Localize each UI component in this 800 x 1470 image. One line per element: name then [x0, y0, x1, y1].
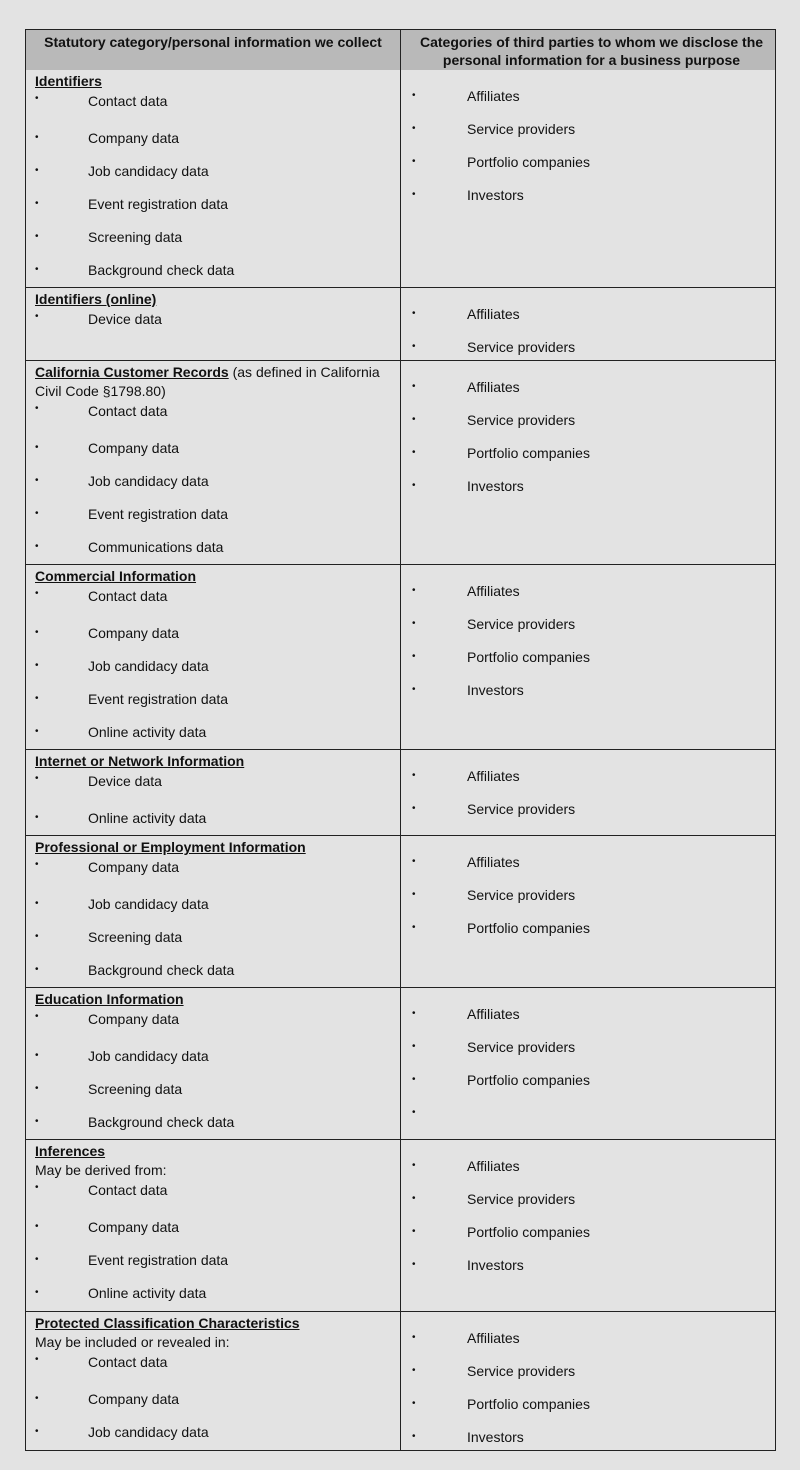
bullet-icon: •	[35, 812, 39, 823]
category-cell	[26, 836, 401, 987]
bullet-icon: •	[35, 1011, 39, 1022]
list-item-text: Company data	[88, 1011, 180, 1027]
list-item-text: Affiliates	[467, 1329, 520, 1346]
list-item-text: Device data	[88, 311, 162, 327]
list-item	[35, 401, 396, 431]
list-item	[35, 715, 396, 748]
list-item-text: Affiliates	[467, 87, 520, 104]
bullet-icon: •	[412, 381, 416, 392]
list-item-text: Service providers	[467, 800, 576, 817]
bullet-icon: •	[35, 442, 39, 453]
list-item-text: Contact data	[88, 1182, 168, 1198]
bullet-icon: •	[35, 726, 39, 737]
list-item-text: Event registration data	[88, 195, 229, 212]
bullet-icon: •	[35, 1287, 39, 1298]
bullet-icon: •	[35, 1221, 39, 1232]
category-subtitle: May be derived from:	[35, 1162, 167, 1178]
list-item-text: Portfolio companies	[467, 444, 590, 461]
collected-data-list	[35, 1009, 396, 1138]
bullet-icon: •	[412, 1431, 416, 1442]
bullet-icon: •	[412, 889, 416, 900]
list-item	[412, 1063, 771, 1096]
list-item-text: Portfolio companies	[467, 153, 590, 170]
bullet-icon: •	[35, 198, 39, 209]
list-item	[35, 1009, 396, 1039]
list-item-text: Screening data	[88, 228, 183, 245]
bullet-icon: •	[412, 1365, 416, 1376]
list-item	[412, 759, 771, 792]
list-item	[35, 801, 396, 834]
bullet-icon: •	[35, 931, 39, 942]
list-item-text: Online activity data	[88, 1284, 207, 1301]
table-row	[26, 749, 775, 835]
third-parties-cell	[401, 1312, 775, 1450]
list-item-text: Affiliates	[467, 1005, 520, 1022]
bullet-icon: •	[412, 308, 416, 319]
bullet-icon: •	[412, 651, 416, 662]
bullet-icon: •	[35, 859, 39, 870]
list-item	[35, 1276, 396, 1309]
list-item-text: Background check data	[88, 1113, 235, 1130]
list-item-text: Affiliates	[467, 767, 520, 784]
list-item	[35, 253, 396, 286]
bullet-icon: •	[35, 1050, 39, 1061]
category-title: Commercial Information	[35, 568, 197, 584]
list-item-text: Background check data	[88, 961, 235, 978]
list-item-text: Portfolio companies	[467, 1071, 590, 1088]
list-item-text: Service providers	[467, 411, 576, 428]
list-item	[412, 297, 771, 330]
bullet-icon: •	[35, 1393, 39, 1404]
list-item-text: Affiliates	[467, 378, 520, 395]
list-item	[412, 1354, 771, 1387]
list-item-text: Event registration data	[88, 1251, 229, 1268]
category-title: Protected Classification Characteristics	[35, 1315, 300, 1331]
list-item	[412, 436, 771, 469]
bullet-icon: •	[412, 1226, 416, 1237]
third-parties-cell	[401, 1140, 775, 1311]
bullet-icon: •	[412, 90, 416, 101]
table-header-row	[26, 30, 775, 70]
list-item	[35, 91, 396, 121]
collected-data-list	[35, 401, 396, 563]
table-row	[26, 287, 775, 360]
list-item	[412, 178, 771, 211]
category-heading	[35, 838, 396, 857]
list-item-text: Portfolio companies	[467, 648, 590, 665]
list-item	[412, 330, 771, 363]
bullet-icon: •	[412, 123, 416, 134]
list-item-text: Job candidacy data	[88, 1423, 209, 1440]
bullet-icon: •	[412, 684, 416, 695]
bullet-icon: •	[412, 480, 416, 491]
bullet-icon: •	[35, 1182, 39, 1193]
list-item	[412, 1096, 771, 1129]
list-item	[35, 771, 396, 801]
category-heading	[35, 363, 396, 401]
list-item-text: Online activity data	[88, 809, 207, 826]
list-item-text: Service providers	[467, 338, 576, 355]
list-item	[412, 878, 771, 911]
list-item-text: Company data	[88, 1218, 180, 1235]
list-item	[35, 887, 396, 920]
list-item	[35, 857, 396, 887]
list-item	[35, 220, 396, 253]
list-item-text: Company data	[88, 624, 180, 641]
bullet-icon: •	[412, 618, 416, 629]
third-parties-cell	[401, 361, 775, 564]
collected-data-list	[35, 1180, 396, 1309]
list-item	[412, 1215, 771, 1248]
list-item-text: Company data	[88, 1390, 180, 1407]
list-item-text: Company data	[88, 859, 180, 875]
category-title: California Customer Records	[35, 364, 229, 380]
category-cell	[26, 988, 401, 1139]
bullet-icon: •	[35, 1354, 39, 1365]
list-item-text: Job candidacy data	[88, 895, 209, 912]
list-item-text: Affiliates	[467, 1157, 520, 1174]
category-heading	[35, 752, 396, 771]
list-item	[35, 1039, 396, 1072]
list-item-text: Communications data	[88, 538, 224, 555]
list-item-text: Contact data	[88, 588, 168, 604]
third-parties-cell	[401, 70, 775, 287]
list-item	[412, 469, 771, 502]
category-cell	[26, 361, 401, 564]
bullet-icon: •	[35, 264, 39, 275]
category-heading	[35, 990, 396, 1009]
list-item	[35, 464, 396, 497]
list-item	[412, 1149, 771, 1182]
bullet-icon: •	[35, 660, 39, 671]
list-item	[412, 79, 771, 112]
collected-data-list	[35, 586, 396, 748]
list-item	[412, 911, 771, 944]
bullet-icon: •	[412, 341, 416, 352]
header-right: Categories of third parties to whom we disclose the personal information for a business purpose	[419, 34, 764, 68]
category-cell	[26, 1312, 401, 1450]
bullet-icon: •	[412, 585, 416, 596]
list-item-text: Portfolio companies	[467, 1223, 590, 1240]
header-left: Statutory category/personal information we collect	[26, 30, 401, 70]
category-cell	[26, 750, 401, 835]
table-row	[26, 360, 775, 564]
bullet-icon: •	[35, 165, 39, 176]
list-item-text: Service providers	[467, 886, 576, 903]
list-item	[35, 682, 396, 715]
list-item-text: Affiliates	[467, 305, 520, 322]
list-item	[35, 309, 396, 339]
bullet-icon: •	[35, 1254, 39, 1265]
list-item	[412, 1248, 771, 1281]
list-item	[35, 953, 396, 986]
list-item-text: Portfolio companies	[467, 1395, 590, 1412]
list-item	[412, 1030, 771, 1063]
third-parties-cell	[401, 836, 775, 987]
collected-data-list	[35, 1352, 396, 1448]
bullet-icon: •	[35, 311, 39, 322]
category-heading	[35, 72, 396, 91]
third-parties-cell	[401, 565, 775, 749]
list-item	[35, 1105, 396, 1138]
list-item	[35, 154, 396, 187]
category-cell	[26, 288, 401, 360]
list-item	[35, 1382, 396, 1415]
bullet-icon: •	[412, 1008, 416, 1019]
bullet-icon: •	[412, 447, 416, 458]
bullet-icon: •	[412, 1398, 416, 1409]
bullet-icon: •	[412, 189, 416, 200]
list-item-text: Contact data	[88, 403, 168, 419]
list-item-text: Investors	[467, 1428, 524, 1445]
list-item-text: Affiliates	[467, 853, 520, 870]
table-row	[26, 1139, 775, 1311]
bullet-icon: •	[412, 1074, 416, 1085]
list-item	[35, 497, 396, 530]
list-item-text: Company data	[88, 129, 180, 146]
category-heading	[35, 1142, 396, 1161]
table-row	[26, 70, 775, 287]
list-item-text: Service providers	[467, 1190, 576, 1207]
collected-data-list	[35, 309, 396, 339]
third-parties-cell	[401, 288, 775, 360]
list-item-text: Event registration data	[88, 505, 229, 522]
bullet-icon: •	[412, 1193, 416, 1204]
bullet-icon: •	[35, 93, 39, 104]
bullet-icon: •	[412, 856, 416, 867]
list-item	[412, 607, 771, 640]
list-item	[412, 574, 771, 607]
list-item	[412, 112, 771, 145]
list-item	[35, 1180, 396, 1210]
list-item	[35, 1210, 396, 1243]
list-item	[35, 1415, 396, 1448]
list-item	[412, 1321, 771, 1354]
list-item	[412, 640, 771, 673]
bullet-icon: •	[35, 588, 39, 599]
bullet-icon: •	[35, 541, 39, 552]
list-item	[412, 1182, 771, 1215]
list-item	[412, 145, 771, 178]
list-item-text: Contact data	[88, 1354, 168, 1370]
list-item-text: Background check data	[88, 261, 235, 278]
category-title: Identifiers (online)	[35, 291, 157, 307]
bullet-icon: •	[412, 1332, 416, 1343]
list-item	[35, 616, 396, 649]
bullet-icon: •	[412, 803, 416, 814]
list-item-text: Online activity data	[88, 723, 207, 740]
category-cell	[26, 1140, 401, 1311]
list-item	[35, 1072, 396, 1105]
list-item	[412, 792, 771, 825]
third-parties-cell	[401, 750, 775, 835]
bullet-icon: •	[412, 1160, 416, 1171]
table-row	[26, 987, 775, 1139]
list-item	[35, 586, 396, 616]
list-item	[412, 1420, 771, 1453]
collected-data-list	[35, 91, 396, 286]
table-row	[26, 564, 775, 749]
list-item-text: Job candidacy data	[88, 1047, 209, 1064]
bullet-icon: •	[412, 922, 416, 933]
bullet-icon: •	[412, 156, 416, 167]
list-item	[35, 1243, 396, 1276]
list-item	[35, 121, 396, 154]
bullet-icon: •	[35, 1083, 39, 1094]
bullet-icon: •	[412, 414, 416, 425]
list-item-text: Screening data	[88, 928, 183, 945]
list-item	[35, 920, 396, 953]
list-item-text: Job candidacy data	[88, 162, 209, 179]
category-title: Internet or Network Information	[35, 753, 245, 769]
list-item-text: Screening data	[88, 1080, 183, 1097]
list-item-text: Contact data	[88, 93, 168, 109]
category-title: Inferences	[35, 1143, 106, 1159]
bullet-icon: •	[412, 1259, 416, 1270]
list-item	[412, 403, 771, 436]
third-parties-cell	[401, 988, 775, 1139]
bullet-icon: •	[35, 231, 39, 242]
bullet-icon: •	[35, 403, 39, 414]
list-item-text: Service providers	[467, 615, 576, 632]
category-title: Identifiers	[35, 73, 102, 89]
list-item-text: Job candidacy data	[88, 472, 209, 489]
list-item-text: Service providers	[467, 1362, 576, 1379]
list-item-text: Service providers	[467, 1038, 576, 1055]
category-title: Professional or Employment Information	[35, 839, 306, 855]
bullet-icon: •	[35, 627, 39, 638]
category-subtitle: May be included or revealed in:	[35, 1334, 230, 1350]
bullet-icon: •	[412, 770, 416, 781]
list-item	[412, 1387, 771, 1420]
category-cell	[26, 565, 401, 749]
bullet-icon: •	[35, 693, 39, 704]
list-item	[35, 431, 396, 464]
category-heading	[35, 1314, 396, 1333]
list-item	[35, 187, 396, 220]
list-item	[412, 673, 771, 706]
bullet-icon: •	[35, 773, 39, 784]
bullet-icon: •	[35, 475, 39, 486]
collected-data-list	[35, 771, 396, 834]
category-note: (as defined in California Civil Code §1798.80)	[35, 364, 380, 399]
category-heading	[35, 567, 396, 586]
list-item	[35, 649, 396, 682]
table-row	[26, 1311, 775, 1450]
list-item-text: Device data	[88, 773, 162, 789]
category-heading	[35, 290, 396, 309]
list-item-text: Job candidacy data	[88, 657, 209, 674]
list-item-text: Investors	[467, 477, 524, 494]
list-item	[35, 530, 396, 563]
list-item-text: Investors	[467, 1256, 524, 1273]
list-item-text: Event registration data	[88, 690, 229, 707]
list-item-text: Service providers	[467, 120, 576, 137]
bullet-icon: •	[35, 508, 39, 519]
list-item-text: Investors	[467, 681, 524, 698]
category-cell	[26, 70, 401, 287]
list-item-text: Affiliates	[467, 582, 520, 599]
collected-data-list	[35, 857, 396, 986]
list-item	[412, 997, 771, 1030]
list-item	[412, 370, 771, 403]
category-title: Education Information	[35, 991, 184, 1007]
list-item	[35, 1352, 396, 1382]
bullet-icon: •	[35, 964, 39, 975]
bullet-icon: •	[35, 898, 39, 909]
list-item-text: Investors	[467, 186, 524, 203]
table-row	[26, 835, 775, 987]
list-item-text: Portfolio companies	[467, 919, 590, 936]
list-item-text: Company data	[88, 439, 180, 456]
list-item	[412, 845, 771, 878]
disclosure-table	[25, 29, 776, 1451]
bullet-icon: •	[35, 132, 39, 143]
bullet-icon: •	[412, 1041, 416, 1052]
bullet-icon: •	[35, 1426, 39, 1437]
bullet-icon: •	[412, 1107, 416, 1118]
bullet-icon: •	[35, 1116, 39, 1127]
